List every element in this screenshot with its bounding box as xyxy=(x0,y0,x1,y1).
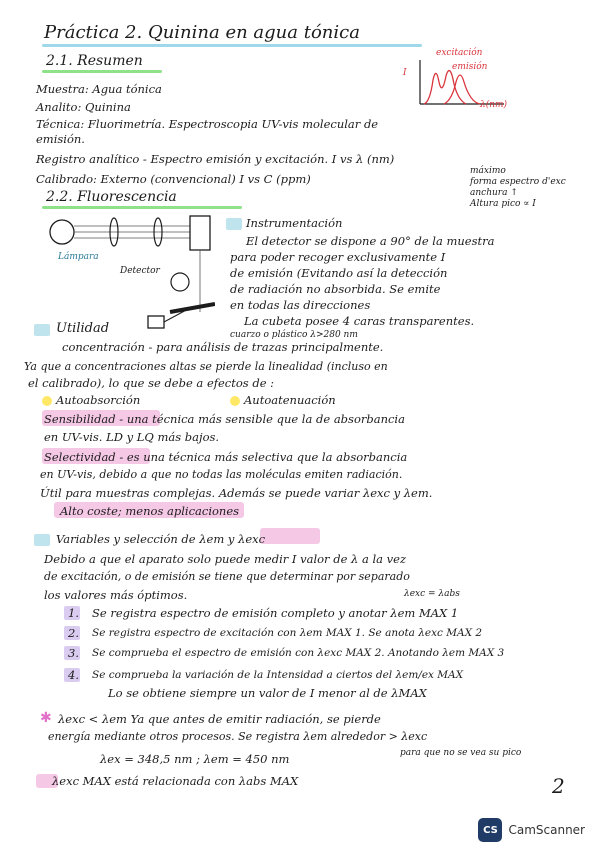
side-note-forma: forma espectro d'exc xyxy=(470,177,566,187)
line-muestra: Muestra: Agua tónica xyxy=(36,82,162,96)
step-number: 2. xyxy=(68,626,79,640)
emission-curve xyxy=(444,75,480,104)
instrumentation-line: en todas las direcciones xyxy=(230,298,371,312)
lexc-note-line: λexc < λem Ya que antes de emitir radiación, se pierde xyxy=(58,712,381,726)
camscanner-watermark xyxy=(478,818,585,842)
variables-line: Debido a que el aparato solo puede medir I valor de λ a la vez xyxy=(44,552,407,566)
line-registro: Registro analítico - Espectro emisión y excitación. I vs λ (nm) xyxy=(36,152,395,166)
alto-coste-line: Alto coste; menos aplicaciones xyxy=(60,504,240,518)
page-title: Práctica 2. Quinina en agua tónica xyxy=(44,22,360,43)
over-note: λexc = λabs xyxy=(404,589,460,599)
selectividad-line: Selectividad - es una técnica más selectiva que la absorbancia xyxy=(44,450,408,464)
fluorescencia-underline xyxy=(42,206,242,209)
step-text: Se registra espectro de emisión completo y anotar λem MAX 1 xyxy=(92,606,459,620)
autoatenuacion-label: Autoatenuación xyxy=(244,393,336,407)
lamp-icon xyxy=(50,220,74,244)
instrumentation-line: cuarzo o plástico λ>280 nm xyxy=(230,330,358,340)
instrumentation-title: Instrumentación xyxy=(246,216,343,230)
lambda-values: λex = 348,5 nm ; λem = 450 nm xyxy=(100,752,290,766)
instrumentation-line: La cubeta posee 4 caras transparentes. xyxy=(244,314,475,328)
autoabsorcion-label: Autoabsorción xyxy=(56,393,141,407)
utilidad-line: Ya que a concentraciones altas se pierde la linealidad (incluso en xyxy=(24,360,388,373)
section-fluorescencia-heading: 2.2. Fluorescencia xyxy=(46,189,177,205)
instrumentation-line: El detector se dispone a 90° de la muestra xyxy=(246,234,495,248)
instrumentation-line: de radiación no absorbida. Se emite xyxy=(230,282,441,296)
side-note-maximo: máximo xyxy=(470,166,506,176)
yellow-bullet xyxy=(230,396,240,406)
pink-star-icon: ✱ xyxy=(40,710,52,726)
lexc-note-line-2: energía mediante otros procesos. Se registra λem alrededor > λexc xyxy=(48,730,428,743)
detector-icon xyxy=(148,316,164,328)
instrumentation-line: de emisión (Evitando así la detección xyxy=(230,266,448,280)
utilidad-line: el calibrado), lo que se debe a efectos de : xyxy=(28,376,275,390)
diagram-label-lampara: Lámpara xyxy=(58,252,99,262)
selectividad-line-3: Útil para muestras complejas. Además se puede variar λexc y λem. xyxy=(40,486,433,500)
lexc-aside: para que no se vea su pico xyxy=(400,748,522,758)
graph-peak-label-excitacion: excitación xyxy=(436,48,483,58)
sensibilidad-line-2: en UV-vis. LD y LQ más bajos. xyxy=(44,430,220,444)
instrumentation-line: para poder recoger exclusivamente I xyxy=(230,250,446,264)
selectividad-line-2: en UV-vis, debido a que no todas las moléculas emiten radiación. xyxy=(40,468,403,481)
step-note: Lo se obtiene siempre un valor de I menor al de λMAX xyxy=(108,686,427,700)
step-text: Se comprueba la variación de la Intensidad a ciertos del λem/ex MAX xyxy=(92,669,464,681)
page-number: 2 xyxy=(552,774,565,798)
last-note: λexc MAX está relacionada con λabs MAX xyxy=(52,774,299,788)
step-number: 1. xyxy=(68,606,79,620)
title-underline xyxy=(42,44,422,47)
graph-peak-label-emision: emisión xyxy=(452,62,488,72)
step-number: 3. xyxy=(68,646,79,660)
slit-icon xyxy=(170,304,215,312)
filter-wheel-icon xyxy=(171,273,189,291)
variables-heading: Variables y selección de λem y λexc xyxy=(56,532,266,546)
bullet-marker xyxy=(34,534,50,546)
step-number: 4. xyxy=(68,668,79,682)
diagram-label-detector: Detector xyxy=(120,266,160,276)
step-text: Se comprueba el espectro de emisión con λexc MAX 2. Anotando λem MAX 3 xyxy=(92,647,505,659)
utilidad-heading: Utilidad xyxy=(56,321,110,336)
camscanner-logo-icon: CS xyxy=(478,818,502,842)
side-note-anchura: anchura ↑ xyxy=(470,188,518,198)
sensibilidad-line: Sensibilidad - una técnica más sensible que la de absorbancia xyxy=(44,412,405,426)
side-note-altura: Altura pico ∝ I xyxy=(470,199,536,209)
line-emision: emisión. xyxy=(36,132,85,146)
yellow-bullet xyxy=(42,396,52,406)
graph-x-label: λ(nm) xyxy=(480,100,508,110)
variables-line: de excitación, o de emisión se tiene que determinar por separado xyxy=(44,570,410,583)
bullet-marker xyxy=(226,218,242,230)
variables-line: los valores más óptimos. xyxy=(44,588,188,602)
pink-highlight xyxy=(260,528,320,544)
line-calibrado: Calibrado: Externo (convencional) I vs C (ppm) xyxy=(36,172,311,186)
utilidad-line: concentración - para análisis de trazas principalmente. xyxy=(62,340,384,354)
camscanner-label: CamScanner xyxy=(508,823,585,837)
section-resumen-heading: 2.1. Resumen xyxy=(46,53,143,69)
step-text: Se registra espectro de excitación con λem MAX 1. Se anota λexc MAX 2 xyxy=(92,627,483,639)
line-tecnica: Técnica: Fluorimetría. Espectroscopia UV-vis molecular de xyxy=(36,117,379,131)
resumen-underline xyxy=(42,70,162,73)
line-analito: Analito: Quinina xyxy=(36,100,131,114)
bullet-marker xyxy=(34,324,50,336)
cuvette-icon xyxy=(190,216,210,250)
graph-y-label: I xyxy=(403,68,407,78)
